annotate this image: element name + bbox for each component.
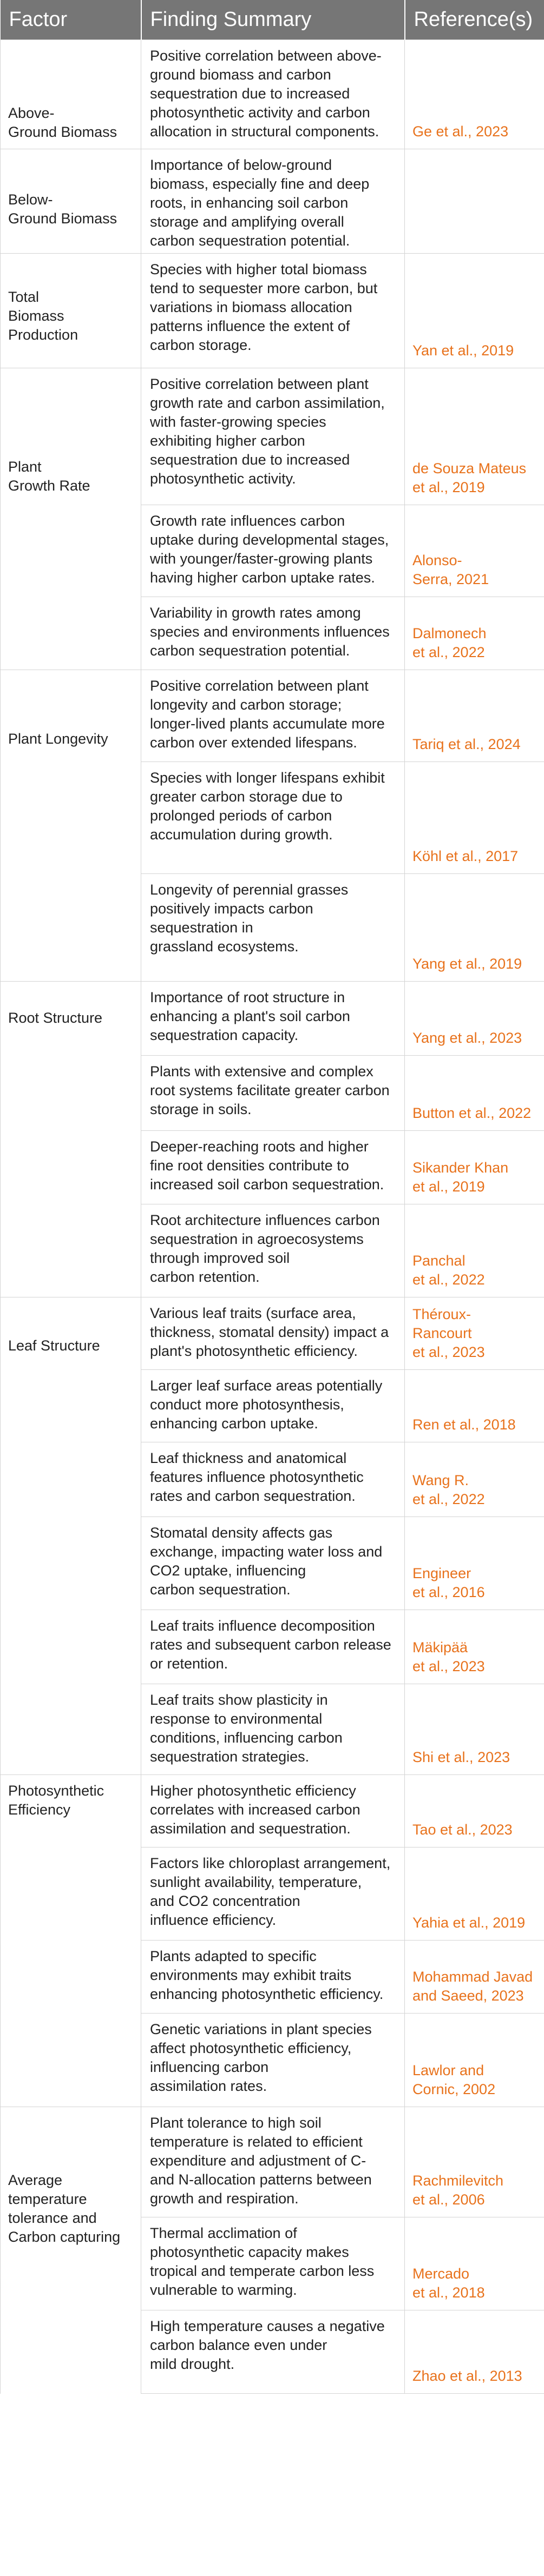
factor-cell [1, 149, 141, 254]
finding-cell [141, 368, 405, 505]
reference-cell [405, 1941, 544, 2014]
factor-cell [1, 670, 141, 982]
reference-link: Tao et al., 2023 [412, 1822, 513, 1838]
factor-label: Average temperature tolerance and Carbon capturing [8, 2172, 121, 2245]
factor-cell [1, 982, 141, 1297]
reference-link: Sikander Khan et al., 2019 [412, 1160, 509, 1195]
factor-label: Root Structure [8, 1010, 103, 1026]
finding-cell [141, 2310, 405, 2394]
finding-cell [141, 1442, 405, 1517]
reference-cell [405, 40, 544, 149]
finding-cell [141, 762, 405, 874]
finding-cell [141, 254, 405, 368]
reference-cell [405, 2310, 544, 2394]
reference-cell [405, 505, 544, 597]
reference-cell [405, 1775, 544, 1847]
reference-cell [405, 1056, 544, 1131]
finding-text: Thermal acclimation of photosynthetic capacity makes tropical and temperate carbon less vulnerable to warming. [150, 2225, 375, 2298]
reference-cell [405, 2014, 544, 2107]
finding-text: Positive correlation between plant growth rate and carbon assimilation, with faster-growing species exhibiting higher carbon sequestration due to increased photosynthetic activity. [150, 376, 385, 487]
header-finding-summary: Finding Summary [141, 0, 405, 40]
finding-cell [141, 982, 405, 1056]
finding-cell [141, 505, 405, 597]
finding-text: Variability in growth rates among species and environments influences carbon sequestration potential. [150, 605, 390, 659]
finding-cell [141, 2107, 405, 2217]
factor-cell [1, 368, 141, 670]
finding-cell [141, 1775, 405, 1847]
finding-cell [141, 40, 405, 149]
finding-text: Higher photosynthetic efficiency correlates with increased carbon assimilation and sequestration. [150, 1783, 361, 1837]
reference-cell [405, 1297, 544, 1370]
reference-link: Yang et al., 2023 [412, 1030, 522, 1046]
finding-cell [141, 2014, 405, 2107]
finding-text: Longevity of perennial grasses positively impacts carbon sequestration in grassland ecosystems. [150, 882, 349, 955]
table-row [1, 1775, 544, 1847]
finding-cell [141, 1056, 405, 1131]
finding-text: Stomatal density affects gas exchange, impacting water loss and CO2 uptake, influencing carbon sequestration. [150, 1525, 383, 1598]
reference-link: Ren et al., 2018 [412, 1416, 516, 1433]
finding-cell [141, 1370, 405, 1442]
finding-text: Larger leaf surface areas potentially conduct more photosynthesis, enhancing carbon uptake. [150, 1378, 383, 1432]
finding-text: Various leaf traits (surface area, thickness, stomatal density) impact a plant's photosynthetic efficiency. [150, 1305, 389, 1359]
finding-text: Leaf traits influence decomposition rates and subsequent carbon release or retention. [150, 1618, 391, 1672]
reference-link: Lawlor and Cornic, 2002 [412, 2062, 496, 2097]
reference-cell [405, 1204, 544, 1297]
reference-link: Dalmonech et al., 2022 [412, 625, 487, 660]
factor-cell [1, 254, 141, 368]
finding-text: Factors like chloroplast arrangement, sunlight availability, temperature, and CO2 concentration influence efficiency. [150, 1855, 391, 1928]
finding-text: Species with longer lifespans exhibit greater carbon storage due to prolonged periods of carbon accumulation during growth. [150, 770, 385, 843]
finding-text: Species with higher total biomass tend to sequester more carbon, but variations in biomass allocation patterns influence the extent of carbon storage. [150, 261, 378, 353]
table-row [1, 670, 544, 762]
reference-cell [405, 762, 544, 874]
table-row [1, 40, 544, 149]
reference-cell [405, 670, 544, 762]
finding-cell [141, 597, 405, 670]
table-body [1, 40, 544, 2394]
reference-link: Button et al., 2022 [412, 1105, 532, 1121]
reference-cell [405, 368, 544, 505]
table-row [1, 1297, 544, 1370]
finding-cell [141, 149, 405, 254]
reference-link: Alonso- Serra, 2021 [412, 552, 489, 587]
factor-label: Below- Ground Biomass [8, 191, 117, 227]
reference-link: Tariq et al., 2024 [412, 736, 521, 752]
reference-cell [405, 1442, 544, 1517]
table-header [1, 0, 544, 40]
factor-cell [1, 1297, 141, 1775]
finding-text: Deeper-reaching roots and higher fine root densities contribute to increased soil carbon sequestration. [150, 1138, 384, 1193]
reference-link: Mäkipää et al., 2023 [412, 1639, 485, 1674]
reference-link: Engineer et al., 2016 [412, 1565, 485, 1600]
finding-cell [141, 1297, 405, 1370]
factor-label: Leaf Structure [8, 1337, 100, 1354]
finding-text: Growth rate influences carbon uptake during developmental stages, with younger/faster-growing plants having higher carbon uptake rates. [150, 513, 389, 586]
finding-text: Plants adapted to specific environments may exhibit traits enhancing photosynthetic efficiency. [150, 1948, 384, 2002]
reference-link: Köhl et al., 2017 [412, 848, 519, 864]
reference-link: Mercado et al., 2018 [412, 2266, 485, 2301]
reference-cell [405, 874, 544, 982]
reference-link: Panchal et al., 2022 [412, 1253, 485, 1288]
factor-label: Plant Longevity [8, 731, 108, 747]
factor-cell [1, 1775, 141, 2107]
header-row [1, 0, 544, 40]
reference-link: Wang R. et al., 2022 [412, 1472, 485, 1507]
reference-cell [405, 1517, 544, 1610]
factor-label: Photosynthetic Efficiency [8, 1783, 104, 1818]
finding-cell [141, 2217, 405, 2310]
finding-text: Genetic variations in plant species affect photosynthetic efficiency, influencing carbon assimilation rates. [150, 2021, 372, 2094]
reference-cell [405, 1131, 544, 1204]
finding-cell [141, 1847, 405, 1941]
header-factor: Factor [1, 0, 141, 40]
reference-cell [405, 2217, 544, 2310]
finding-cell [141, 1517, 405, 1610]
finding-text: Root architecture influences carbon sequestration in agroecosystems through improved soil carbon retention. [150, 1212, 380, 1285]
finding-cell [141, 1941, 405, 2014]
table-row [1, 368, 544, 505]
finding-cell [141, 1131, 405, 1204]
factor-cell [1, 40, 141, 149]
reference-link: Yang et al., 2019 [412, 956, 522, 972]
finding-text: Importance of below-ground biomass, especially fine and deep roots, in enhancing soil carbon storage and amplifying overall carbon sequestration potential. [150, 157, 370, 249]
reference-link: de Souza Mateus et al., 2019 [412, 460, 527, 495]
finding-text: Leaf traits show plasticity in response to environmental conditions, influencing carbon sequestration strategies. [150, 1692, 343, 1765]
reference-cell [405, 982, 544, 1056]
factor-label: Above- Ground Biomass [8, 104, 117, 140]
finding-cell [141, 1610, 405, 1684]
factor-cell [1, 2107, 141, 2394]
reference-cell [405, 254, 544, 368]
factor-label: Plant Growth Rate [8, 459, 90, 494]
reference-cell [405, 2107, 544, 2217]
reference-link: Théroux- Rancourt et al., 2023 [412, 1306, 485, 1360]
reference-link: Shi et al., 2023 [412, 1749, 510, 1765]
finding-text: High temperature causes a negative carbon balance even under mild drought. [150, 2318, 385, 2372]
reference-cell [405, 597, 544, 670]
reference-link: Zhao et al., 2013 [412, 2368, 522, 2384]
reference-cell [405, 1684, 544, 1775]
table-row [1, 149, 544, 254]
reference-link: Mohammad Javad and Saeed, 2023 [412, 1969, 533, 2004]
finding-cell [141, 1684, 405, 1775]
finding-text: Plant tolerance to high soil temperature is related to efficient expenditure and adjustment of C- and N-allocation patterns between growth and respiration. [150, 2115, 372, 2207]
reference-link: Yahia et al., 2019 [412, 1915, 526, 1931]
factor-label: Total Biomass Production [8, 289, 78, 343]
table-row [1, 982, 544, 1056]
reference-cell [405, 1610, 544, 1684]
finding-cell [141, 1204, 405, 1297]
finding-text: Positive correlation between above- ground biomass and carbon sequestration due to increased photosynthetic activity and carbon allocation in structural components. [150, 48, 382, 140]
reference-link: Rachmilevitch et al., 2006 [412, 2173, 504, 2208]
reference-cell [405, 1847, 544, 1941]
header-references: Reference(s) [405, 0, 544, 40]
finding-cell [141, 874, 405, 982]
table-row [1, 2107, 544, 2217]
finding-cell [141, 670, 405, 762]
reference-cell [405, 1370, 544, 1442]
finding-text: Importance of root structure in enhancing a plant's soil carbon sequestration capacity. [150, 989, 350, 1043]
finding-text: Leaf thickness and anatomical features influence photosynthetic rates and carbon sequestration. [150, 1450, 364, 1504]
finding-text: Positive correlation between plant longevity and carbon storage; longer-lived plants accumulate more carbon over extended lifespans. [150, 678, 385, 751]
table-row [1, 254, 544, 368]
finding-text: Plants with extensive and complex root systems facilitate greater carbon storage in soils. [150, 1063, 390, 1117]
reference-link: Ge et al., 2023 [412, 123, 509, 140]
reference-cell [405, 149, 544, 254]
reference-link: Yan et al., 2019 [412, 342, 514, 359]
